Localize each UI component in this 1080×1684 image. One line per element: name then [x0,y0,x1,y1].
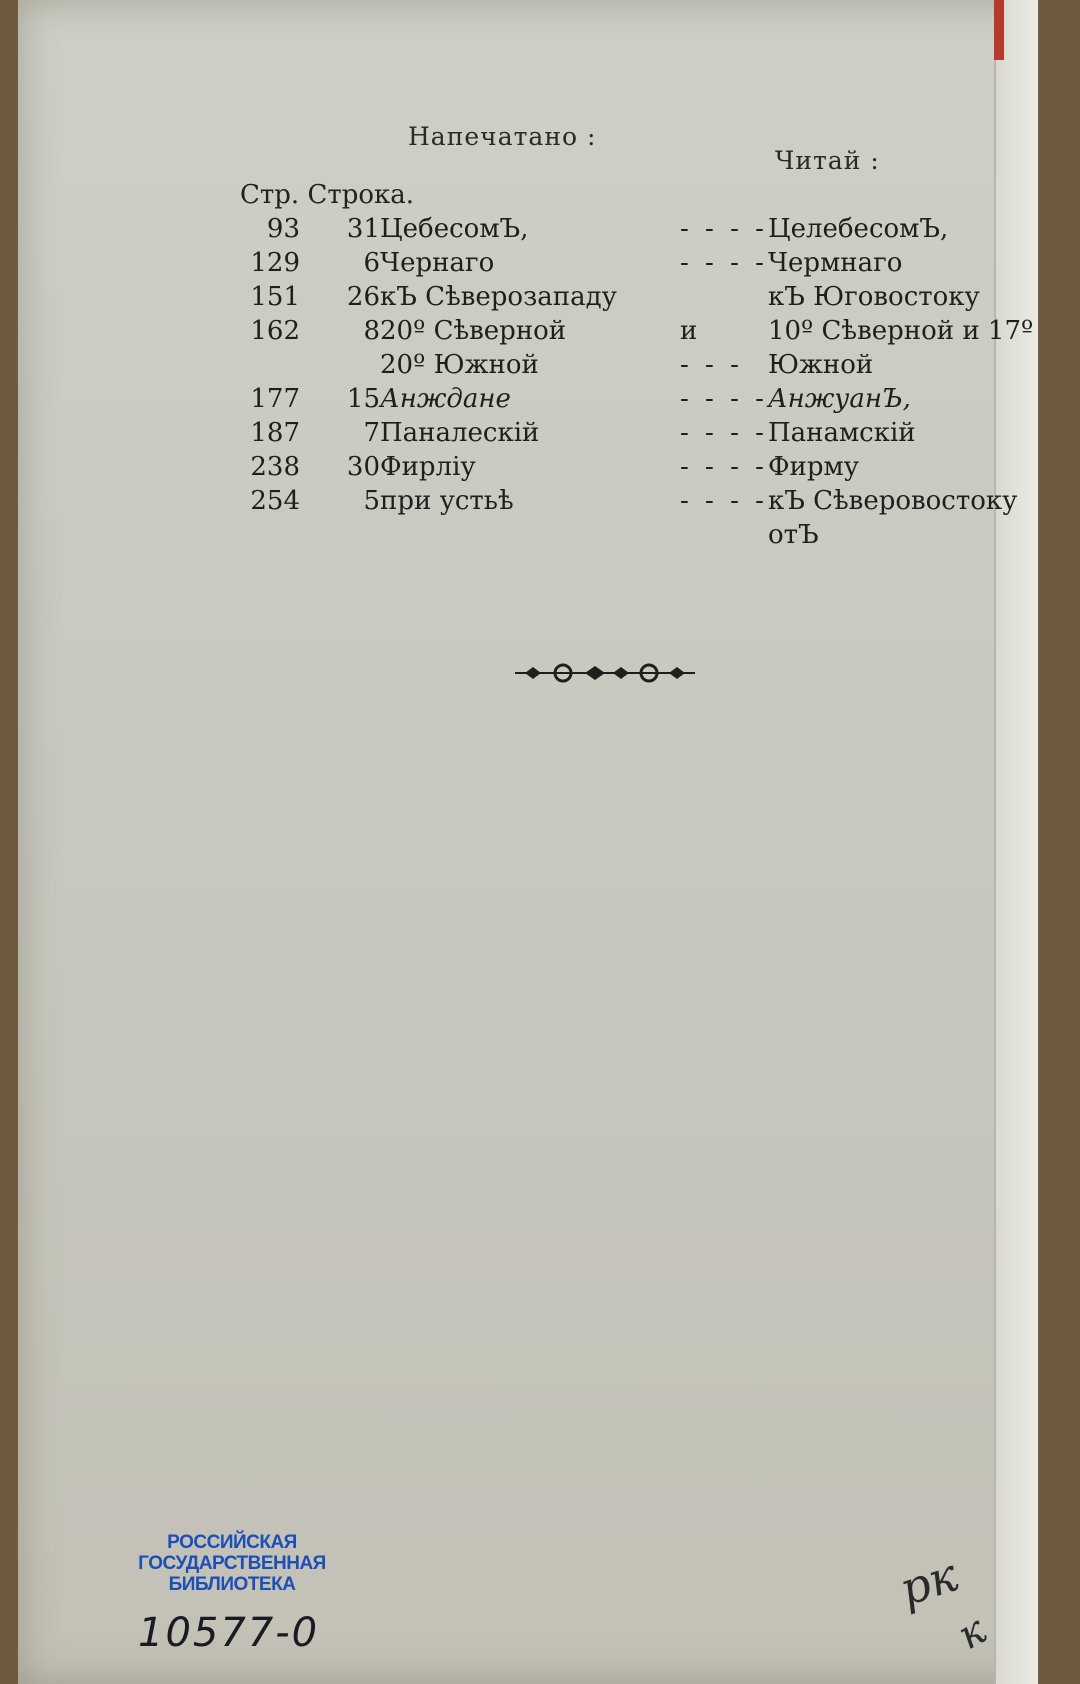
page-number: 151 [250,282,300,312]
line-number: 7 [363,418,380,448]
page-number: 93 [266,214,300,244]
table-row [230,248,1068,282]
separator [680,282,768,316]
line-number: 26 [346,282,380,312]
table-row [230,282,1068,316]
correct-text: кЪ Юговостоку [767,282,980,312]
table-row [230,520,1068,554]
stamp-line: БИБЛИОТЕКА [168,1574,296,1595]
page-number: 238 [250,452,300,482]
inventory-number: 10577-0 [138,1610,320,1656]
table-row [230,214,1068,248]
separator: и [680,316,702,346]
ornament-divider [515,660,695,686]
header-read: Читай : [775,146,880,175]
line-number: 31 [346,214,380,244]
printed-text [380,520,680,554]
column-headers: Стр. Строка. [240,180,415,210]
separator: - - - - [680,418,768,448]
printed-text: Фирліу [380,452,476,482]
printed-text: Анждане [380,384,511,414]
separator: - - - - [680,384,768,414]
page-number: 187 [250,418,300,448]
table-row [230,452,1068,486]
errata-table [230,214,1068,554]
line-number: 8 [363,316,380,346]
binding-edge [994,0,1004,60]
handwritten-note: к [950,1607,994,1659]
line-number: 5 [363,486,380,516]
line-number: 30 [346,452,380,482]
table-row [230,384,1068,418]
line-number: 15 [346,384,380,414]
page-number: 162 [250,316,300,346]
table-row [230,418,1068,452]
correct-text: кЪ Сѣверовостоку [767,486,1018,516]
page-number: 177 [250,384,300,414]
printed-text: 20º Южной [380,350,539,380]
stamp-line: ГОСУДАРСТВЕННАЯ [138,1553,326,1574]
correct-text: АнжуанЪ, [767,384,911,414]
printed-text: Паналескій [380,418,540,448]
page-number [230,520,300,554]
correct-text: Чермнаго [767,248,903,278]
table-row [230,350,1068,384]
printed-text: при устьѣ [380,486,514,516]
line-number [300,350,380,384]
printed-text: Чернаго [380,248,495,278]
line-number [300,520,380,554]
separator: - - - - [680,486,768,516]
correct-text: Панамскій [767,418,916,448]
separator: - - - - [680,248,768,278]
correct-text: 10º Сѣверной и 17º [767,316,1034,346]
stamp-line: РОССИЙСКАЯ [167,1532,297,1553]
correct-text: ЦелебесомЪ, [767,214,949,244]
printed-text: кЪ Сѣверозападу [380,282,617,312]
handwritten-note: рк [893,1547,964,1617]
separator [680,520,768,554]
library-stamp [132,1532,332,1595]
table-row [230,486,1068,520]
correct-text: отЪ [767,520,819,550]
page-number: 129 [250,248,300,278]
page-number: 254 [250,486,300,516]
correct-text: Южной [767,350,874,380]
printed-text: ЦебесомЪ, [380,214,529,244]
header-printed: Напечатано : [408,122,597,151]
line-number: 6 [363,248,380,278]
separator: - - - - [680,214,768,244]
separator: - - - [680,350,743,380]
correct-text: Фирму [767,452,860,482]
printed-text: 20º Сѣверной [380,316,567,346]
separator: - - - - [680,452,768,482]
page-number [230,350,300,384]
table-row [230,316,1068,350]
